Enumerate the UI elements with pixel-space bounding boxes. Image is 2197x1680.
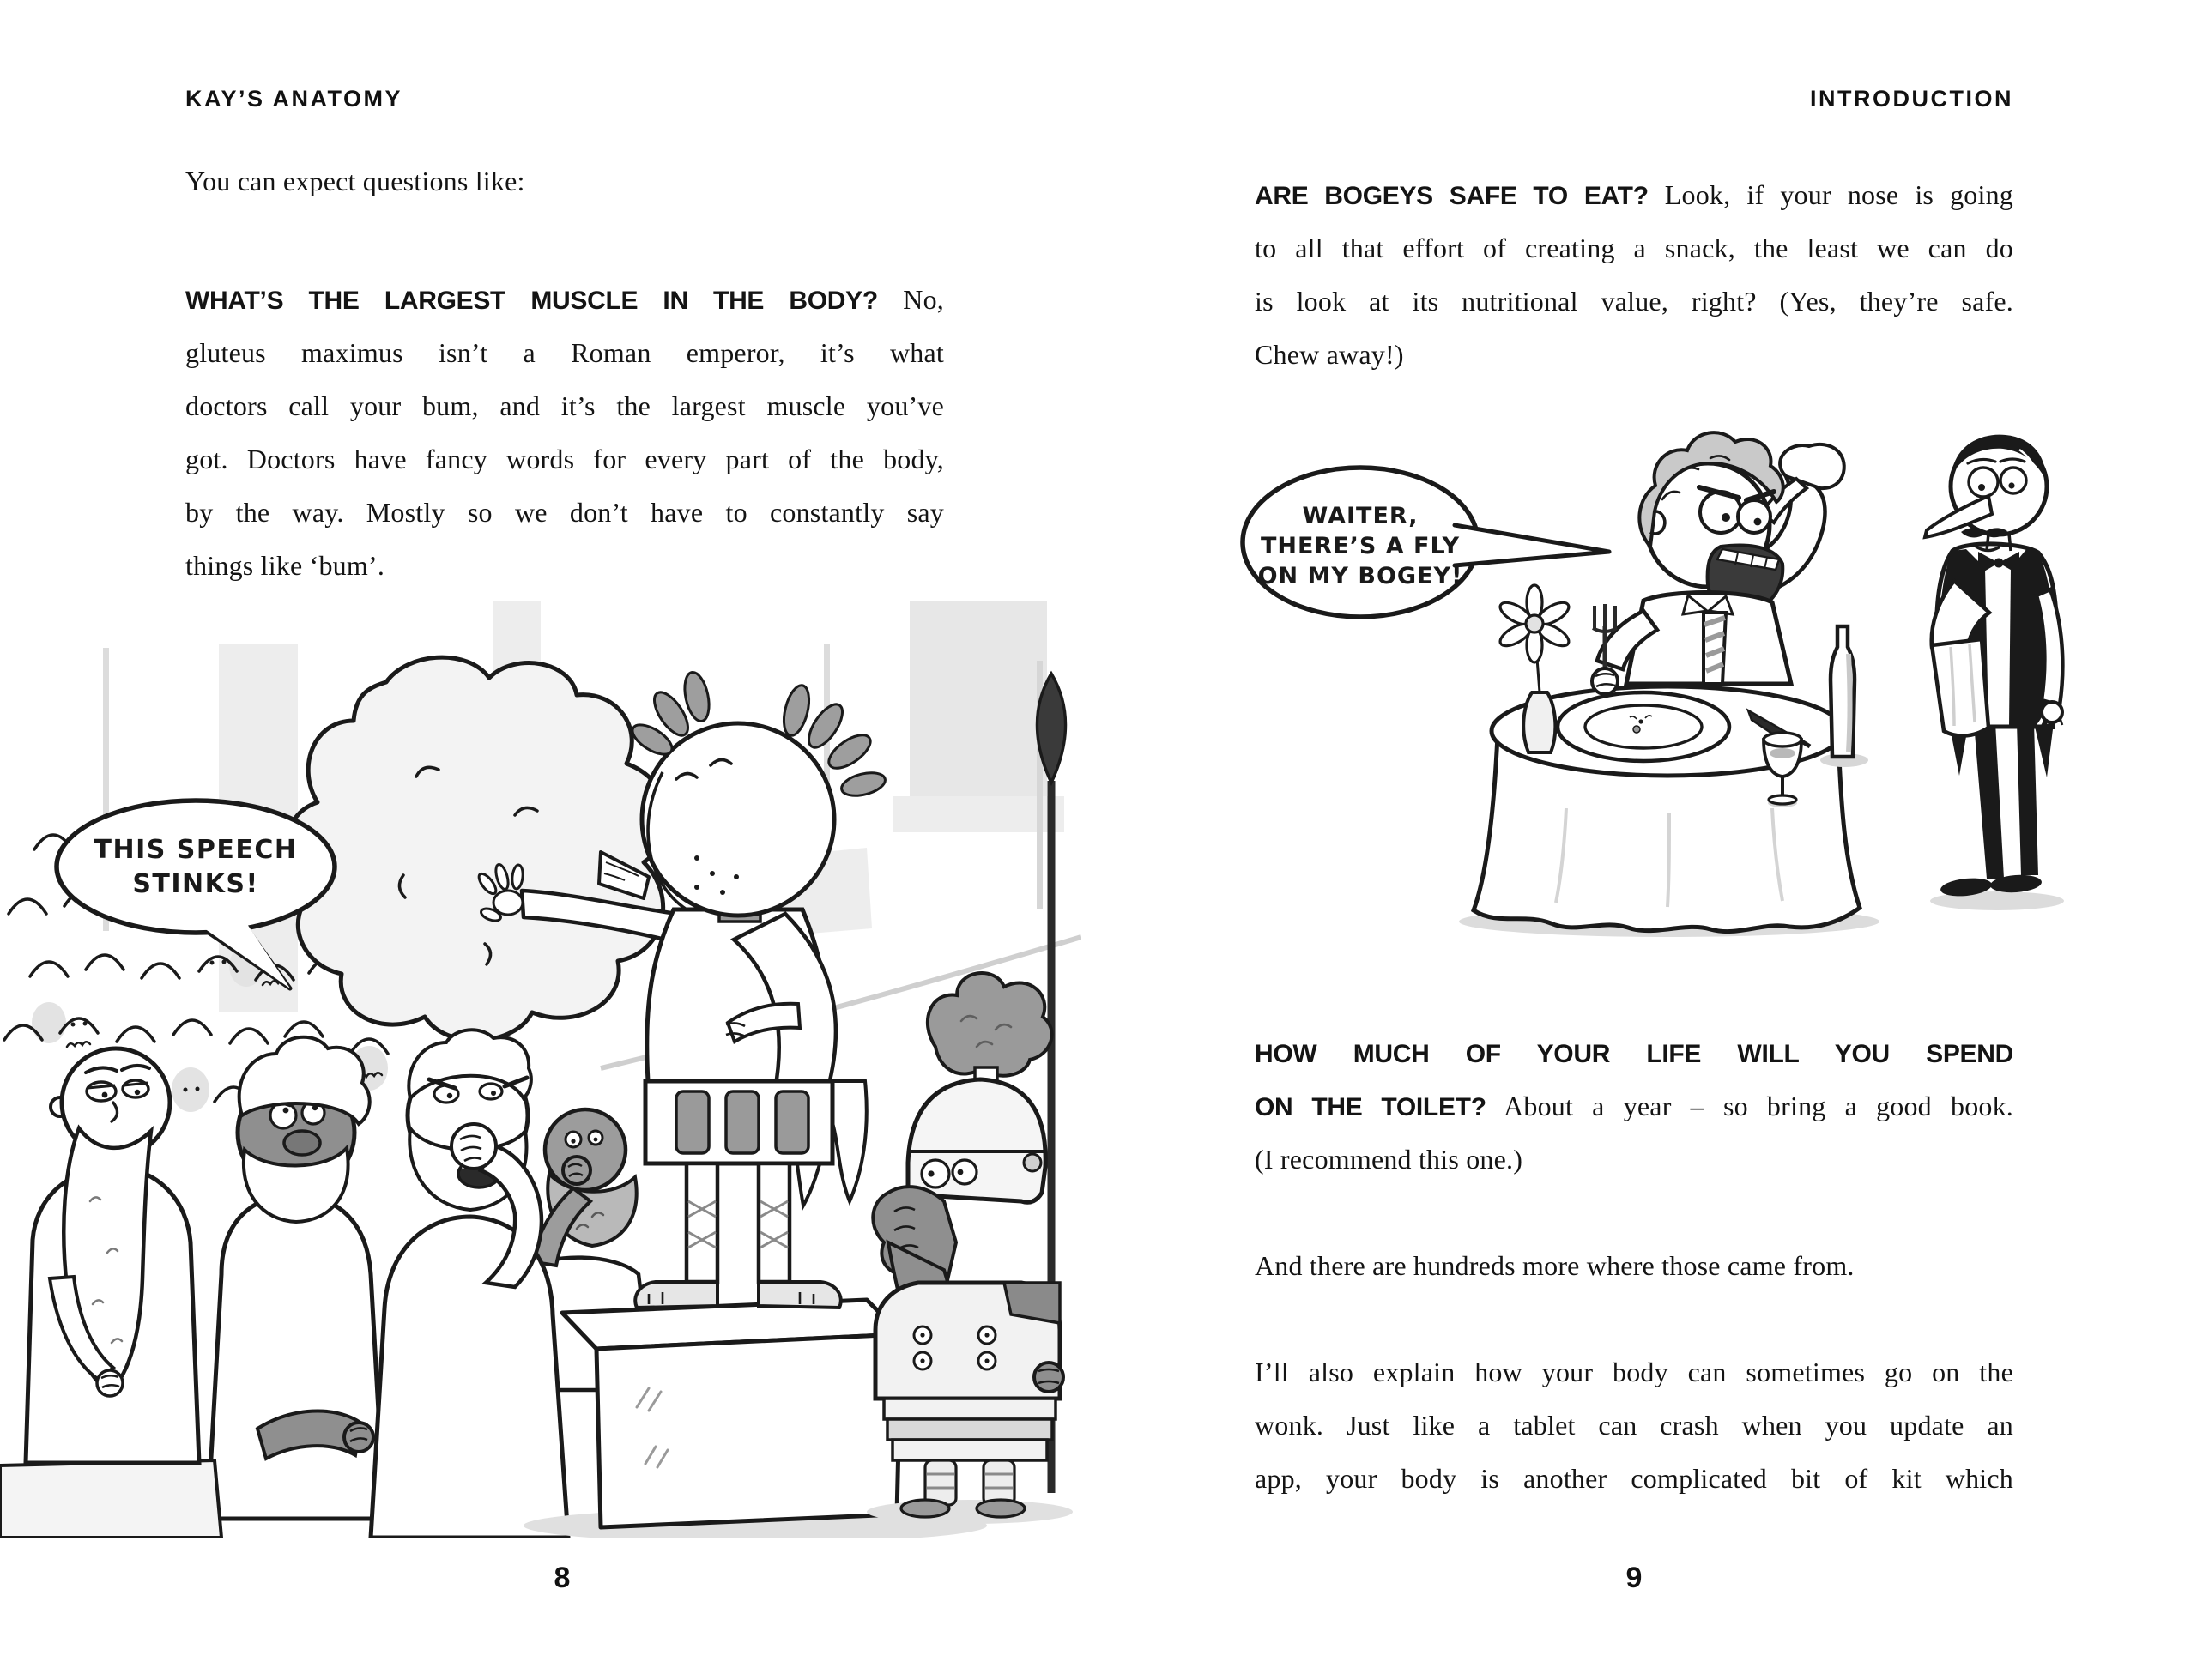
crowd-figure-worried <box>208 1037 384 1519</box>
left-intro-paragraph <box>185 154 944 208</box>
question-heading: ON THE TOILET? <box>1255 1093 1486 1121</box>
right-bubble-line-3: ON MY BOGEY! <box>1257 563 1463 589</box>
daisy-flower <box>1497 585 1572 662</box>
body-line: I’ll also explain how your body can sometimes go on the <box>1255 1357 2013 1387</box>
body-line: (I recommend this one.) <box>1255 1144 1523 1175</box>
right-wonk-paragraph <box>1255 1345 2013 1505</box>
waiter-towel <box>1932 639 1988 736</box>
right-running-head: INTRODUCTION <box>1810 86 2013 112</box>
stink-cloud <box>287 657 669 1041</box>
body-line: by the way. Mostly so we don’t have to constantly say <box>185 497 944 528</box>
left-question-paragraph <box>185 273 944 592</box>
right-page-number: 9 <box>1625 1562 1643 1594</box>
question-heading: WHAT’S THE LARGEST MUSCLE IN THE BODY? <box>185 287 878 315</box>
body-line: wonk. Just like a tablet can crash when you update an <box>1255 1410 2013 1441</box>
body-line <box>1255 1079 2013 1133</box>
fly <box>1638 719 1643 723</box>
body-line <box>1255 1026 2013 1079</box>
body-line: is look at its nutritional value, right? (Yes, they’re safe. <box>1255 286 2013 317</box>
roman-speech-illustration <box>0 601 1081 1538</box>
right-bubble-line-2: THERE’S A FLY <box>1260 533 1461 559</box>
body-line <box>185 273 944 326</box>
question-heading: ARE BOGEYS SAFE TO EAT? <box>1255 182 1649 210</box>
body-line: doctors call your bum, and it’s the largest muscle you’ve <box>185 390 944 421</box>
body-line: gluteus maximus isn’t a Roman emperor, it’s what <box>185 337 944 368</box>
crowd-figure-old-man <box>0 1048 221 1538</box>
vase <box>1523 692 1555 752</box>
right-question2-paragraph <box>1255 1026 2013 1186</box>
diner <box>1597 432 1844 684</box>
body-line: got. Doctors have fancy words for every part of the body, <box>185 444 944 474</box>
question-heading-rest: About a year – so bring a good book. <box>1486 1091 2013 1121</box>
restaurant-illustration <box>1240 396 2107 937</box>
body-line: to all that effort of creating a snack, the least we can do <box>1255 233 2013 263</box>
left-bubble-line-2: STINKS! <box>132 869 259 899</box>
body-line <box>1255 168 2013 221</box>
right-question1-paragraph <box>1255 168 2013 381</box>
waiter <box>1925 435 2064 910</box>
body-line: Chew away!) <box>1255 339 1404 370</box>
left-running-head: KAY’S ANATOMY <box>185 86 403 112</box>
crowd-figure-shouting <box>371 1030 568 1538</box>
left-page-number: 8 <box>554 1562 571 1594</box>
right-bubble-line-1: WAITER, <box>1302 503 1419 529</box>
bogey <box>1633 726 1640 733</box>
body-line: app, your body is another complicated bit of kit which <box>1255 1463 2013 1494</box>
right-speech-bubble <box>1243 468 1609 617</box>
right-more-paragraph <box>1255 1239 2013 1292</box>
body-line: And there are hundreds more where those came from. <box>1255 1250 1855 1281</box>
body-line: things like ‘bum’. <box>185 550 385 581</box>
left-bubble-line-1: THIS SPEECH <box>94 835 298 865</box>
question-heading-rest: No, <box>877 284 944 315</box>
question-heading-rest: Look, if your nose is going <box>1648 179 2013 210</box>
question-heading: HOW MUCH OF YOUR LIFE WILL YOU SPEND <box>1255 1040 2013 1068</box>
body-line: You can expect questions like: <box>185 166 525 196</box>
